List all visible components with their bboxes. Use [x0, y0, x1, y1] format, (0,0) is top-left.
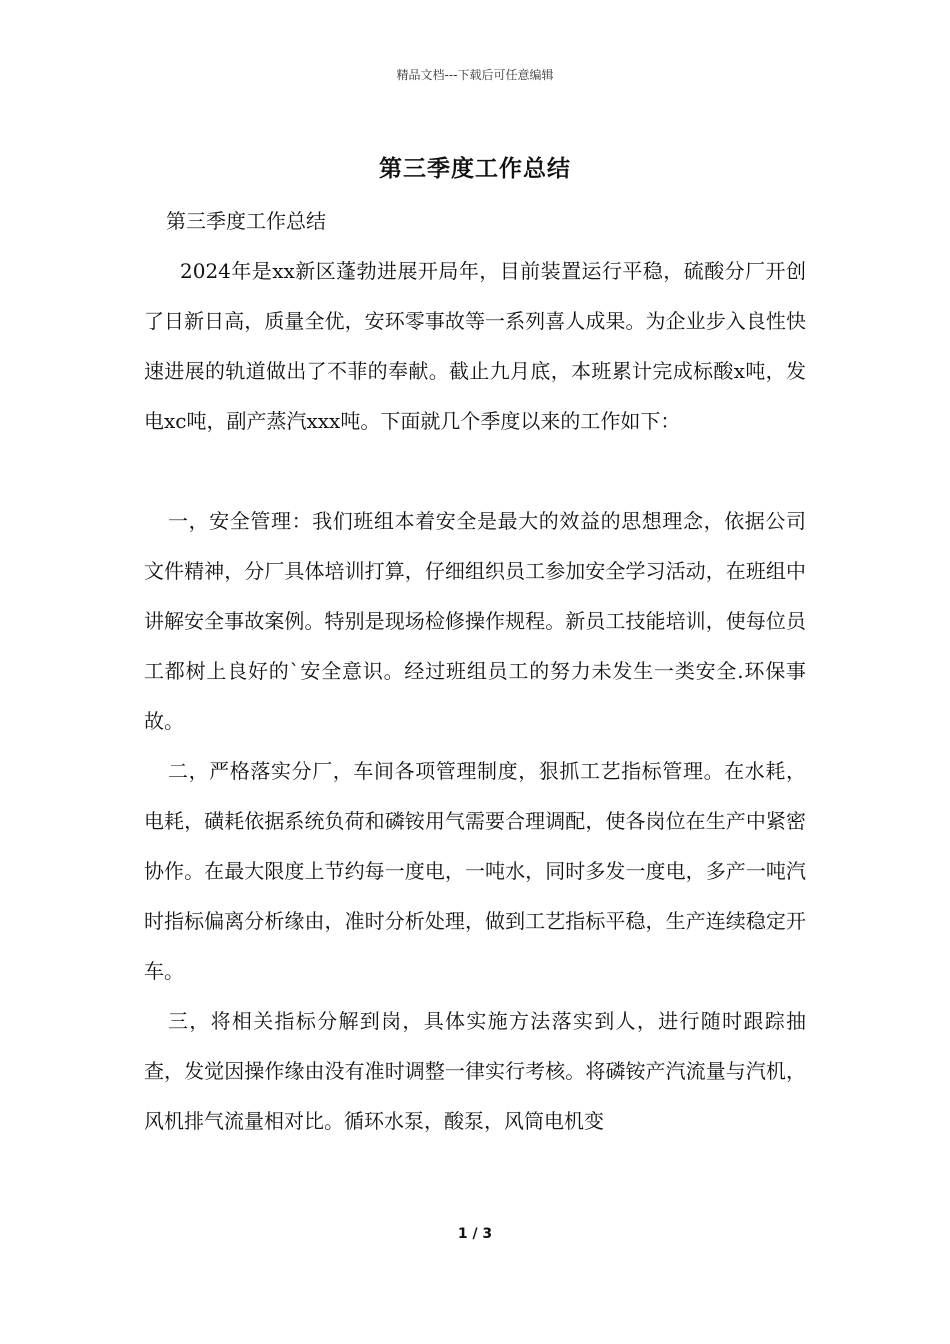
header-note: 精品文档---下载后可任意编辑 — [396, 68, 554, 82]
paragraph-indicators: 三，将相关指标分解到岗，具体实施方法落实到人，进行随时跟踪抽查，发觉因操作缘由没有准时调整一律实行考核。将磷铵产汽流量与汽机，风机排气流量相对比。循环水泵，酸泵，风筒电机变 — [144, 1009, 806, 1133]
paragraph-spacer — [144, 446, 806, 496]
document-body — [144, 196, 806, 1146]
paragraph-safety: 一，安全管理：我们班组本着安全是最大的效益的思想理念，依据公司文件精神，分厂具体培训打算，仔细组织员工参加安全学习活动，在班组中讲解安全事故案例。特别是现场检修操作规程。新员工技能培训，使每位员工都树上良好的`安全意识。经过班组员工的努力未发生一类安全.环保事故。 — [144, 509, 806, 733]
paragraph-management: 二，严格落实分厂，车间各项管理制度，狠抓工艺指标管理。在水耗，电耗，磺耗依据系统负荷和磷铵用气需要合理调配，使各岗位在生产中紧密协作。在最大限度上节约每一度电，一吨水，同时多发一度电，多产一吨汽时指标偏离分析缘由，准时分析处理，做到工艺指标平稳，生产连续稳定开车。 — [144, 759, 806, 983]
document-subtitle: 第三季度工作总结 — [166, 209, 326, 233]
document-title: 第三季度工作总结 — [379, 155, 571, 182]
paragraph-intro: 2024年是xx新区蓬勃进展开局年，目前装置运行平稳，硫酸分厂开创了日新日高，质量全优，安环零事故等一系列喜人成果。为企业步入良性快速进展的轨道做出了不菲的奉献。截止九月底，本班累计完成标酸x吨，发电xc吨，副产蒸汽xxx吨。下面就几个季度以来的工作如下： — [144, 259, 806, 433]
page-number: 1 / 3 — [457, 1226, 493, 1242]
